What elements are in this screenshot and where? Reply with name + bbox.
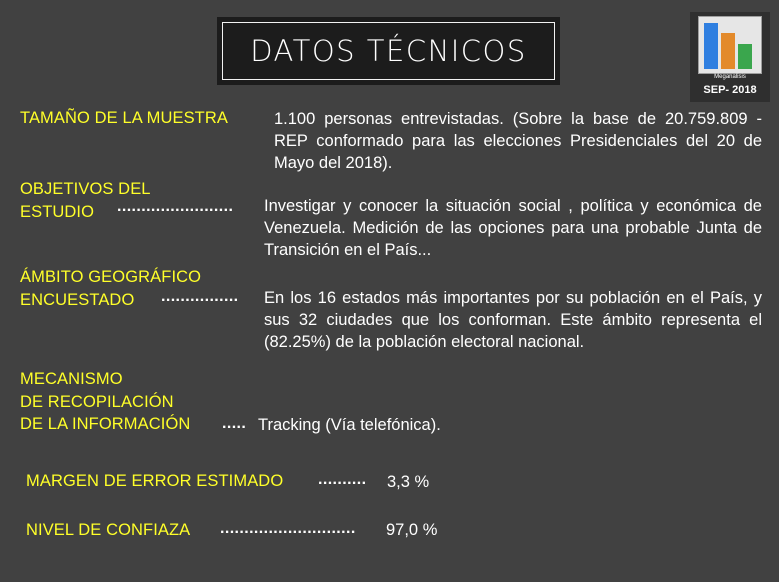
logo-bar-blue: [704, 23, 718, 69]
objectives-label-line1: OBJETIVOS DEL: [20, 180, 151, 198]
sample-size-value: 1.100 personas entrevistadas. (Sobre la base de 20.759.809 - REP conformado para las elecciones Presidenciales del 20 de Mayo del 2018).: [274, 110, 762, 172]
confidence-dots: ............................: [220, 520, 356, 537]
confidence-label: NIVEL DE CONFIAZA: [26, 521, 191, 539]
mechanism-label-line2: DE RECOPILACIÓN: [20, 393, 174, 411]
confidence-value: 97,0 %: [386, 521, 438, 539]
scope-label-line2: ENCUESTADO: [20, 291, 135, 309]
margin-value: 3,3 %: [387, 473, 430, 491]
objectives-dots: ........................: [117, 198, 234, 215]
objectives-label-line2: ESTUDIO: [20, 203, 95, 221]
mechanism-label-line3: DE LA INFORMACIÓN: [20, 415, 191, 433]
mechanism-dots: .....: [222, 415, 247, 432]
logo-chart-icon: [698, 16, 762, 74]
date-badge: SEP- 2018: [703, 84, 757, 96]
scope-label-line1: ÁMBITO GEOGRÁFICO: [20, 268, 202, 286]
logo: [690, 12, 770, 102]
margin-label: MARGEN DE ERROR ESTIMADO: [26, 472, 284, 490]
mechanism-label-line1: MECANISMO: [20, 370, 123, 388]
objectives-value: Investigar y conocer la situación social , política y económica de Venezuela. Medición de las opciones para una probable Junta de Transición en el País...: [264, 197, 762, 259]
scope-value: En los 16 estados más importantes por su población en el País, y sus 32 ciudades que los conforman. Este ámbito representa el (82.25%) de la población electoral nacional.: [264, 289, 762, 351]
logo-caption: Meganalisis: [714, 74, 746, 80]
page-title: DATOS TÉCNICOS: [250, 34, 527, 68]
sample-size-label: TAMAÑO DE LA MUESTRA: [20, 109, 228, 127]
title-box: [222, 22, 555, 80]
scope-dots: ................: [161, 288, 239, 305]
mechanism-value: Tracking (Vía telefónica).: [258, 416, 441, 434]
margin-dots: ..........: [318, 471, 367, 488]
logo-bar-green: [738, 44, 752, 69]
logo-bar-orange: [721, 33, 735, 69]
